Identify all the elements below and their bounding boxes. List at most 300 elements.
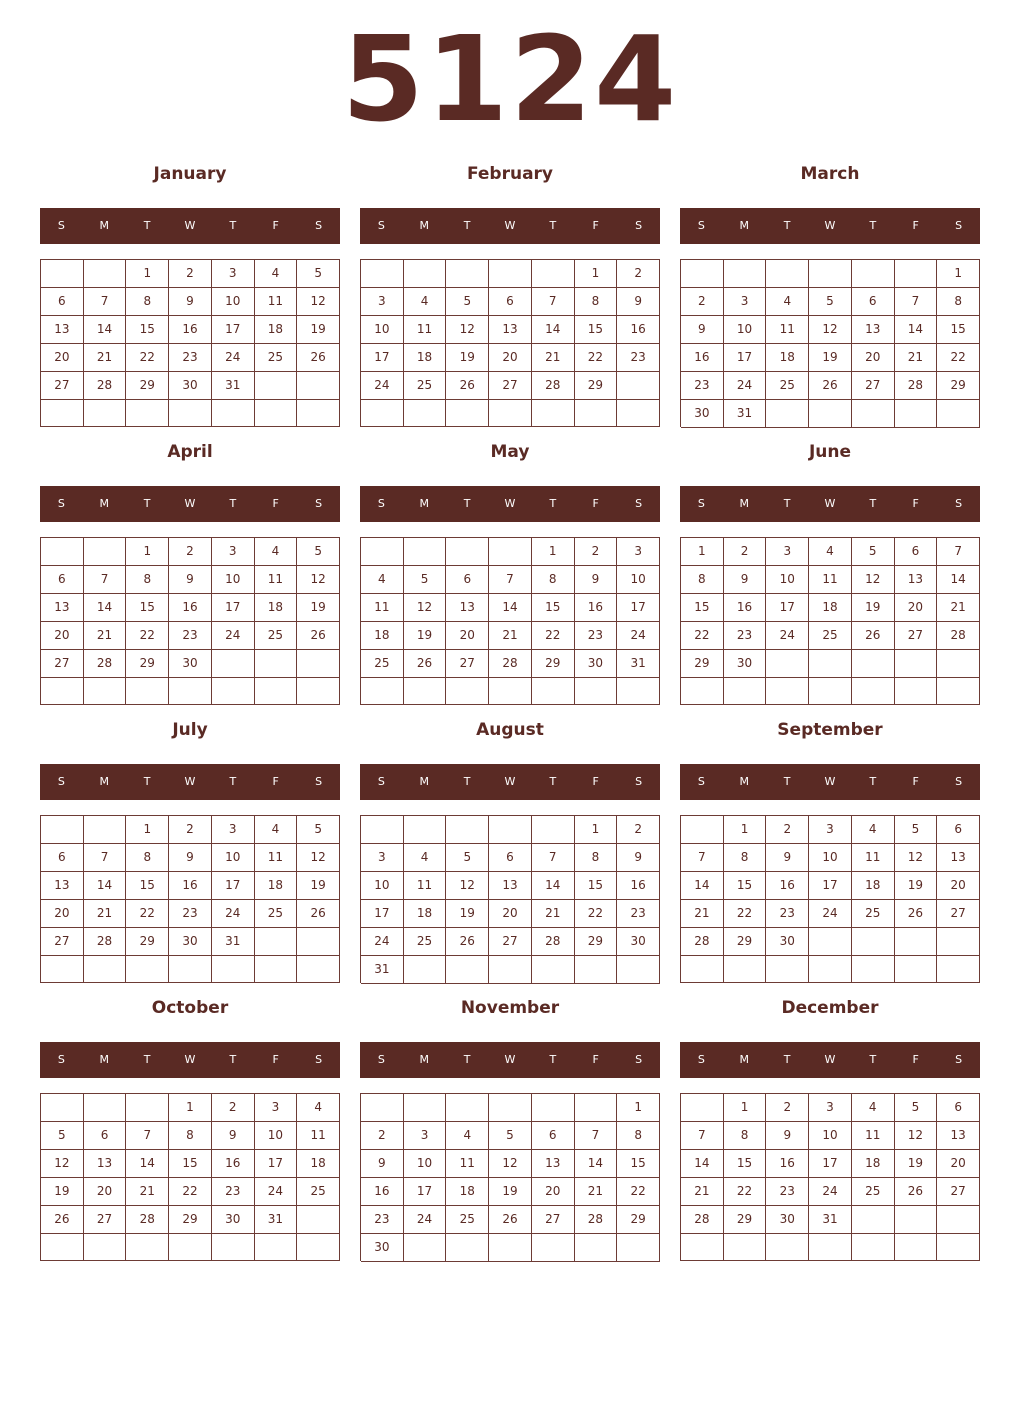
day-cell: 29 [575, 928, 618, 956]
day-cell: 5 [41, 1122, 84, 1150]
day-cell: 14 [532, 872, 575, 900]
day-cell: 5 [297, 260, 340, 288]
empty-day-cell [446, 1094, 489, 1122]
day-cell: 13 [532, 1150, 575, 1178]
weekday-header: T [549, 1053, 557, 1066]
empty-day-cell [895, 956, 938, 983]
day-cell: 7 [895, 288, 938, 316]
weekday-header: T [463, 219, 471, 232]
empty-day-cell [532, 400, 575, 427]
empty-day-cell [852, 928, 895, 956]
day-cell: 18 [297, 1150, 340, 1178]
empty-day-cell [766, 400, 809, 428]
day-cell: 5 [809, 288, 852, 316]
day-cell: 20 [937, 1150, 980, 1178]
day-cell: 11 [852, 1122, 895, 1150]
day-cell: 31 [255, 1206, 298, 1234]
day-cell: 13 [937, 844, 980, 872]
empty-day-cell [809, 400, 852, 428]
weekday-header: T [143, 497, 151, 510]
empty-day-cell [255, 400, 298, 427]
day-cell: 26 [489, 1206, 532, 1234]
empty-day-cell [361, 678, 404, 705]
empty-day-cell [84, 400, 127, 427]
day-cell: 11 [361, 594, 404, 622]
day-cell: 22 [681, 622, 724, 650]
empty-day-cell [255, 678, 298, 705]
empty-day-cell [681, 816, 724, 844]
day-cell: 6 [937, 816, 980, 844]
day-cell: 5 [446, 288, 489, 316]
day-cell: 11 [297, 1122, 340, 1150]
day-cell: 2 [766, 816, 809, 844]
day-cell: 17 [809, 1150, 852, 1178]
empty-day-cell [809, 956, 852, 983]
day-cell: 3 [361, 288, 404, 316]
weekday-header-row [40, 1042, 340, 1078]
day-cell: 25 [255, 344, 298, 372]
empty-day-cell [446, 678, 489, 705]
day-cell: 22 [724, 900, 767, 928]
day-cell: 15 [126, 316, 169, 344]
day-cell: 27 [41, 372, 84, 400]
day-grid [680, 815, 980, 983]
empty-day-cell [404, 400, 447, 427]
day-cell: 27 [852, 372, 895, 400]
day-cell: 13 [895, 566, 938, 594]
day-cell: 30 [575, 650, 618, 678]
weekday-header: M [419, 1053, 430, 1066]
day-cell: 25 [255, 622, 298, 650]
day-cell: 8 [169, 1122, 212, 1150]
day-cell: 7 [532, 288, 575, 316]
day-cell: 30 [724, 650, 767, 678]
day-cell: 31 [809, 1206, 852, 1234]
empty-day-cell [126, 1094, 169, 1122]
empty-day-cell [404, 1234, 447, 1262]
day-cell: 17 [617, 594, 660, 622]
day-cell: 6 [41, 844, 84, 872]
day-cell: 10 [212, 844, 255, 872]
day-cell: 12 [297, 288, 340, 316]
empty-day-cell [724, 678, 767, 705]
day-cell: 23 [766, 900, 809, 928]
day-cell: 3 [255, 1094, 298, 1122]
day-cell: 27 [489, 372, 532, 400]
day-cell: 4 [809, 538, 852, 566]
day-cell: 17 [809, 872, 852, 900]
empty-day-cell [84, 1094, 127, 1122]
day-cell: 24 [255, 1178, 298, 1206]
day-cell: 3 [724, 288, 767, 316]
empty-day-cell [169, 1234, 212, 1261]
day-cell: 27 [489, 928, 532, 956]
weekday-header: S [635, 497, 643, 510]
empty-day-cell [681, 260, 724, 288]
day-cell: 17 [212, 872, 255, 900]
day-cell: 3 [766, 538, 809, 566]
day-cell: 10 [724, 316, 767, 344]
empty-day-cell [126, 400, 169, 427]
day-cell: 6 [489, 288, 532, 316]
empty-day-cell [895, 650, 938, 678]
day-cell: 8 [575, 844, 618, 872]
weekday-header: T [783, 219, 791, 232]
day-cell: 7 [681, 844, 724, 872]
day-cell: 9 [766, 844, 809, 872]
day-cell: 23 [724, 622, 767, 650]
day-cell: 9 [681, 316, 724, 344]
day-cell: 11 [255, 288, 298, 316]
day-cell: 2 [169, 260, 212, 288]
day-cell: 29 [169, 1206, 212, 1234]
day-cell: 14 [937, 566, 980, 594]
empty-day-cell [297, 1234, 340, 1261]
day-cell: 27 [41, 650, 84, 678]
day-cell: 21 [532, 900, 575, 928]
empty-day-cell [446, 538, 489, 566]
day-cell: 12 [404, 594, 447, 622]
day-cell: 28 [489, 650, 532, 678]
day-cell: 6 [489, 844, 532, 872]
day-cell: 19 [446, 344, 489, 372]
weekday-header: M [419, 497, 430, 510]
weekday-header: S [377, 497, 385, 510]
empty-day-cell [937, 678, 980, 705]
day-cell: 3 [809, 1094, 852, 1122]
weekday-header: F [272, 497, 279, 510]
day-cell: 15 [169, 1150, 212, 1178]
day-cell: 12 [895, 844, 938, 872]
day-cell: 7 [681, 1122, 724, 1150]
day-cell: 1 [169, 1094, 212, 1122]
day-cell: 22 [575, 344, 618, 372]
day-cell: 25 [852, 1178, 895, 1206]
day-cell: 24 [361, 928, 404, 956]
empty-day-cell [446, 400, 489, 427]
empty-day-cell [489, 260, 532, 288]
day-cell: 4 [766, 288, 809, 316]
empty-day-cell [681, 1094, 724, 1122]
day-cell: 1 [575, 260, 618, 288]
weekday-header: F [912, 1053, 919, 1066]
day-cell: 23 [617, 900, 660, 928]
day-cell: 16 [766, 872, 809, 900]
weekday-header: T [463, 1053, 471, 1066]
day-cell: 19 [895, 872, 938, 900]
weekday-header: M [739, 775, 750, 788]
empty-day-cell [895, 678, 938, 705]
day-cell: 5 [297, 816, 340, 844]
day-cell: 29 [126, 928, 169, 956]
weekday-header: M [739, 219, 750, 232]
day-cell: 7 [84, 288, 127, 316]
weekday-header: S [635, 775, 643, 788]
day-cell: 6 [937, 1094, 980, 1122]
weekday-header: T [549, 775, 557, 788]
day-cell: 5 [446, 844, 489, 872]
day-cell: 21 [84, 622, 127, 650]
empty-day-cell [809, 260, 852, 288]
day-cell: 17 [404, 1178, 447, 1206]
empty-day-cell [895, 260, 938, 288]
month-title: September [777, 720, 883, 740]
day-cell: 25 [446, 1206, 489, 1234]
day-cell: 18 [809, 594, 852, 622]
weekday-header: S [955, 219, 963, 232]
weekday-header: M [739, 497, 750, 510]
day-cell: 14 [532, 316, 575, 344]
day-cell: 13 [446, 594, 489, 622]
day-cell: 21 [84, 900, 127, 928]
empty-day-cell [297, 372, 340, 400]
day-cell: 22 [617, 1178, 660, 1206]
empty-day-cell [489, 1234, 532, 1262]
empty-day-cell [681, 678, 724, 705]
day-cell: 20 [84, 1178, 127, 1206]
day-cell: 10 [617, 566, 660, 594]
empty-day-cell [84, 260, 127, 288]
empty-day-cell [41, 956, 84, 983]
day-cell: 25 [809, 622, 852, 650]
empty-day-cell [937, 928, 980, 956]
weekday-header: T [143, 775, 151, 788]
day-cell: 30 [766, 1206, 809, 1234]
weekday-header: M [99, 775, 110, 788]
empty-day-cell [937, 400, 980, 428]
weekday-header: S [955, 1053, 963, 1066]
day-cell: 30 [681, 400, 724, 428]
day-cell: 16 [361, 1178, 404, 1206]
empty-day-cell [681, 1234, 724, 1261]
day-cell: 12 [297, 566, 340, 594]
day-cell: 19 [404, 622, 447, 650]
empty-day-cell [937, 956, 980, 983]
day-cell: 5 [895, 1094, 938, 1122]
day-cell: 12 [446, 316, 489, 344]
empty-day-cell [937, 650, 980, 678]
weekday-header: W [504, 1053, 516, 1066]
day-cell: 10 [361, 872, 404, 900]
day-cell: 30 [766, 928, 809, 956]
day-cell: 5 [297, 538, 340, 566]
weekday-header: W [504, 219, 516, 232]
day-cell: 9 [212, 1122, 255, 1150]
day-cell: 27 [532, 1206, 575, 1234]
day-cell: 3 [212, 260, 255, 288]
day-cell: 1 [937, 260, 980, 288]
month-title: July [172, 720, 208, 740]
day-cell: 15 [724, 1150, 767, 1178]
day-cell: 30 [212, 1206, 255, 1234]
day-cell: 6 [446, 566, 489, 594]
weekday-header: T [869, 219, 877, 232]
empty-day-cell [255, 1234, 298, 1261]
day-cell: 1 [724, 816, 767, 844]
month-title: June [808, 442, 852, 462]
empty-day-cell [169, 678, 212, 705]
day-cell: 21 [126, 1178, 169, 1206]
day-cell: 13 [937, 1122, 980, 1150]
day-cell: 23 [575, 622, 618, 650]
day-cell: 8 [126, 844, 169, 872]
day-cell: 10 [361, 316, 404, 344]
empty-day-cell [297, 678, 340, 705]
day-cell: 19 [297, 594, 340, 622]
day-cell: 9 [617, 844, 660, 872]
day-cell: 9 [169, 288, 212, 316]
day-cell: 16 [575, 594, 618, 622]
day-cell: 18 [255, 316, 298, 344]
empty-day-cell [404, 260, 447, 288]
weekday-header: S [315, 219, 323, 232]
empty-day-cell [255, 372, 298, 400]
day-cell: 17 [212, 316, 255, 344]
day-cell: 11 [852, 844, 895, 872]
day-cell: 26 [895, 900, 938, 928]
day-cell: 28 [681, 1206, 724, 1234]
day-cell: 14 [84, 872, 127, 900]
day-cell: 7 [575, 1122, 618, 1150]
day-cell: 5 [404, 566, 447, 594]
weekday-header: M [99, 497, 110, 510]
day-cell: 6 [895, 538, 938, 566]
day-cell: 22 [724, 1178, 767, 1206]
empty-day-cell [766, 1234, 809, 1261]
weekday-header: S [635, 219, 643, 232]
empty-day-cell [361, 816, 404, 844]
empty-day-cell [489, 816, 532, 844]
day-cell: 13 [41, 872, 84, 900]
weekday-header: S [57, 497, 65, 510]
day-cell: 4 [361, 566, 404, 594]
day-cell: 7 [84, 566, 127, 594]
day-cell: 15 [937, 316, 980, 344]
day-cell: 22 [126, 900, 169, 928]
day-cell: 29 [724, 928, 767, 956]
weekday-header: T [549, 497, 557, 510]
day-cell: 25 [404, 372, 447, 400]
day-cell: 4 [255, 538, 298, 566]
day-cell: 12 [852, 566, 895, 594]
day-cell: 29 [617, 1206, 660, 1234]
empty-day-cell [895, 1234, 938, 1261]
day-cell: 19 [895, 1150, 938, 1178]
day-cell: 8 [617, 1122, 660, 1150]
day-cell: 28 [532, 928, 575, 956]
day-cell: 3 [404, 1122, 447, 1150]
day-cell: 18 [852, 872, 895, 900]
empty-day-cell [895, 400, 938, 428]
weekday-header: T [783, 775, 791, 788]
day-cell: 19 [489, 1178, 532, 1206]
day-cell: 12 [41, 1150, 84, 1178]
day-cell: 23 [617, 344, 660, 372]
day-cell: 13 [489, 316, 532, 344]
empty-day-cell [617, 372, 660, 400]
day-cell: 28 [84, 928, 127, 956]
weekday-header: S [697, 219, 705, 232]
day-cell: 26 [404, 650, 447, 678]
day-cell: 28 [532, 372, 575, 400]
day-cell: 25 [852, 900, 895, 928]
day-cell: 21 [681, 1178, 724, 1206]
day-grid [40, 815, 340, 983]
day-cell: 4 [852, 816, 895, 844]
day-grid [360, 537, 660, 705]
weekday-header-row [360, 486, 660, 522]
day-cell: 30 [169, 372, 212, 400]
empty-day-cell [84, 956, 127, 983]
day-cell: 17 [212, 594, 255, 622]
empty-day-cell [489, 400, 532, 427]
day-cell: 28 [126, 1206, 169, 1234]
day-cell: 16 [169, 594, 212, 622]
empty-day-cell [255, 650, 298, 678]
weekday-header: M [99, 1053, 110, 1066]
day-cell: 1 [126, 538, 169, 566]
empty-day-cell [489, 956, 532, 984]
empty-day-cell [361, 1094, 404, 1122]
day-cell: 31 [617, 650, 660, 678]
empty-day-cell [404, 678, 447, 705]
day-cell: 2 [361, 1122, 404, 1150]
empty-day-cell [766, 678, 809, 705]
day-cell: 16 [169, 872, 212, 900]
day-cell: 25 [297, 1178, 340, 1206]
empty-day-cell [532, 956, 575, 984]
day-cell: 10 [404, 1150, 447, 1178]
day-cell: 6 [41, 566, 84, 594]
day-cell: 21 [681, 900, 724, 928]
day-cell: 29 [126, 650, 169, 678]
day-cell: 4 [255, 816, 298, 844]
empty-day-cell [404, 956, 447, 984]
day-cell: 9 [575, 566, 618, 594]
weekday-header: S [377, 775, 385, 788]
weekday-header: S [315, 1053, 323, 1066]
day-cell: 24 [404, 1206, 447, 1234]
day-cell: 13 [852, 316, 895, 344]
empty-day-cell [532, 1094, 575, 1122]
weekday-header: F [592, 775, 599, 788]
day-grid [360, 1093, 660, 1261]
day-cell: 11 [404, 316, 447, 344]
weekday-header: F [912, 497, 919, 510]
day-cell: 17 [361, 344, 404, 372]
day-cell: 24 [809, 1178, 852, 1206]
empty-day-cell [84, 1234, 127, 1261]
empty-day-cell [446, 816, 489, 844]
empty-day-cell [297, 400, 340, 427]
day-cell: 3 [617, 538, 660, 566]
weekday-header: T [143, 219, 151, 232]
weekday-header: F [592, 219, 599, 232]
weekday-header: F [272, 219, 279, 232]
day-cell: 13 [41, 594, 84, 622]
month-title: March [800, 164, 860, 184]
weekday-header: S [377, 219, 385, 232]
day-cell: 14 [681, 1150, 724, 1178]
empty-day-cell [404, 538, 447, 566]
empty-day-cell [297, 650, 340, 678]
day-cell: 28 [681, 928, 724, 956]
day-cell: 22 [575, 900, 618, 928]
day-cell: 14 [126, 1150, 169, 1178]
weekday-header-row [360, 208, 660, 244]
weekday-header: M [99, 219, 110, 232]
empty-day-cell [809, 650, 852, 678]
